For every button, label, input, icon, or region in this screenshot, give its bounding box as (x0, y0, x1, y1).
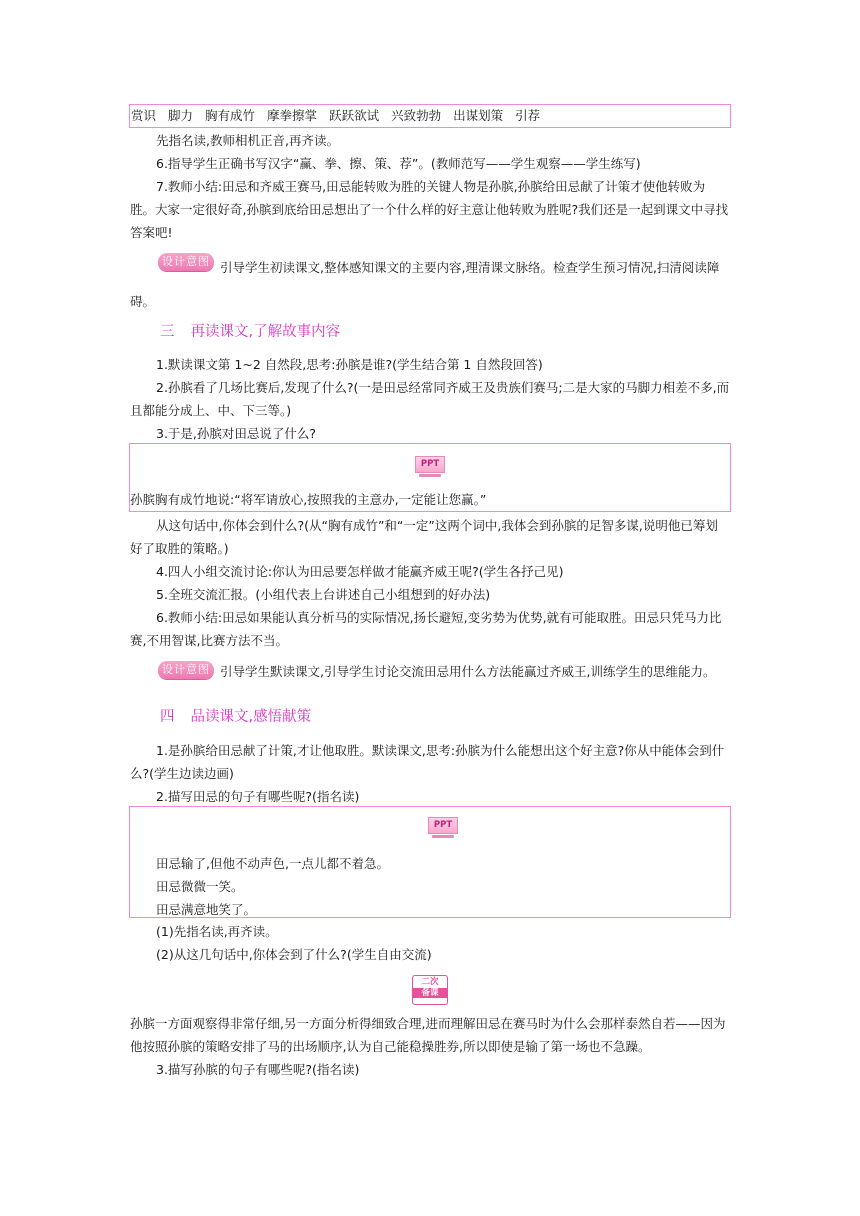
ppt-icon: PPT (415, 456, 445, 478)
quote: 孙膑胸有成竹地说:“将军请放心,按照我的主意办,一定能让您赢。” (130, 492, 487, 507)
analysis-paragraph: 孙膑一方面观察得非常仔细,另一方面分析得细致合理,进而理解田忌在赛马时为什么会那样泰然自若——因为他按照孙膑的策略安排了马的出场顺序,认为自己能稳操胜券,所以即使是输了第一场也不急躁。 (130, 1016, 726, 1054)
ppt-icon: PPT (428, 817, 458, 839)
paragraph: (1)先指名读,再齐读。 (156, 924, 278, 939)
paragraph: 先指名读,教师相机正音,再齐读。 (156, 133, 339, 148)
paragraph: 5.全班交流汇报。(小组代表上台讲述自己小组想到的好办法) (156, 587, 491, 602)
paragraph: 6.教师小结:田忌如果能认真分析马的实际情况,扬长避短,变劣势为优势,就有可能取胜。田忌只凭马力比赛,不用智谋,比赛方法不当。 (130, 610, 722, 648)
quote-line: 田忌输了,但他不动声色,一点儿都不着急。 (156, 856, 389, 871)
paragraph: 6.指导学生正确书写汉字“赢、拳、擦、策、荐”。(教师范写——学生观察——学生练写) (156, 156, 641, 171)
section-heading (160, 322, 340, 342)
paragraph: 3.描写孙膑的句子有哪些呢?(指名读) (156, 1062, 360, 1077)
section-number: 四 (160, 709, 175, 725)
design-intent-text: 引导学生默读课文,引导学生讨论交流田忌用什么方法能赢过齐威王,训练学生的思维能力。 (220, 664, 716, 679)
vocab-word: 出谋划策 (453, 108, 504, 123)
quote-line: 田忌微微一笑。 (156, 879, 244, 894)
vocab-word: 摩拳擦掌 (267, 108, 318, 123)
vocab-word: 赏识 (131, 108, 157, 123)
paragraph: 4.四人小组交流讨论:你认为田忌要怎样做才能赢齐威王呢?(学生各抒己见) (156, 564, 564, 579)
quote-line: 田忌满意地笑了。 (156, 902, 257, 917)
section-title: 再读课文,了解故事内容 (190, 324, 341, 340)
vocab-word: 跃跃欲试 (329, 108, 380, 123)
section-heading (160, 707, 311, 727)
vocab-list (131, 106, 552, 126)
paragraph: (2)从这几句话中,你体会到了什么?(学生自由交流) (156, 947, 432, 962)
vocab-word: 脚力 (168, 108, 194, 123)
paragraph: 2.孙膑看了几场比赛后,发现了什么?(一是田忌经常同齐威王及贵族们赛马;二是大家的马脚力相差不多,而且都能分成上、中、下三等。) (130, 380, 730, 418)
design-intent-badge: 设计意图 (158, 253, 214, 271)
vocab-word: 胸有成竹 (205, 108, 256, 123)
section-title: 品读课文,感悟献策 (190, 709, 312, 725)
section-number: 三 (160, 324, 175, 340)
paragraph: 1.是孙膑给田忌献了计策,才让他取胜。默读课文,思考:孙膑为什么能想出这个好主意?你从中能体会到什么?(学生边读边画) (130, 743, 725, 781)
second-prep-icon: 二次 备课 (412, 975, 448, 1005)
design-intent-text: 引导学生初读课文,整体感知课文的主要内容,理清课文脉络。检查学生预习情况,扫清阅读障碍。 (130, 260, 720, 309)
vocab-word: 引荐 (515, 108, 541, 123)
paragraph: 3.于是,孙膑对田忌说了什么? (156, 426, 317, 441)
paragraph: 1.默读课文第 1~2 自然段,思考:孙膑是谁?(学生结合第 1 自然段回答) (156, 357, 543, 372)
paragraph: 2.描写田忌的句子有哪些呢?(指名读) (156, 789, 360, 804)
vocab-word: 兴致勃勃 (391, 108, 442, 123)
paragraph: 从这句话中,你体会到什么?(从“胸有成竹”和“一定”这两个词中,我体会到孙膑的足智多谋,说明他已筹划好了取胜的策略。) (130, 518, 718, 556)
design-intent-badge: 设计意图 (158, 661, 214, 679)
paragraph: 7.教师小结:田忌和齐威王赛马,田忌能转败为胜的关键人物是孙膑,孙膑给田忌献了计策才使他转败为胜。大家一定很好奇,孙膑到底给田忌想出了一个什么样的好主意让他转败为胜呢?我们还是一起到课文中寻找答案吧! (130, 179, 729, 240)
